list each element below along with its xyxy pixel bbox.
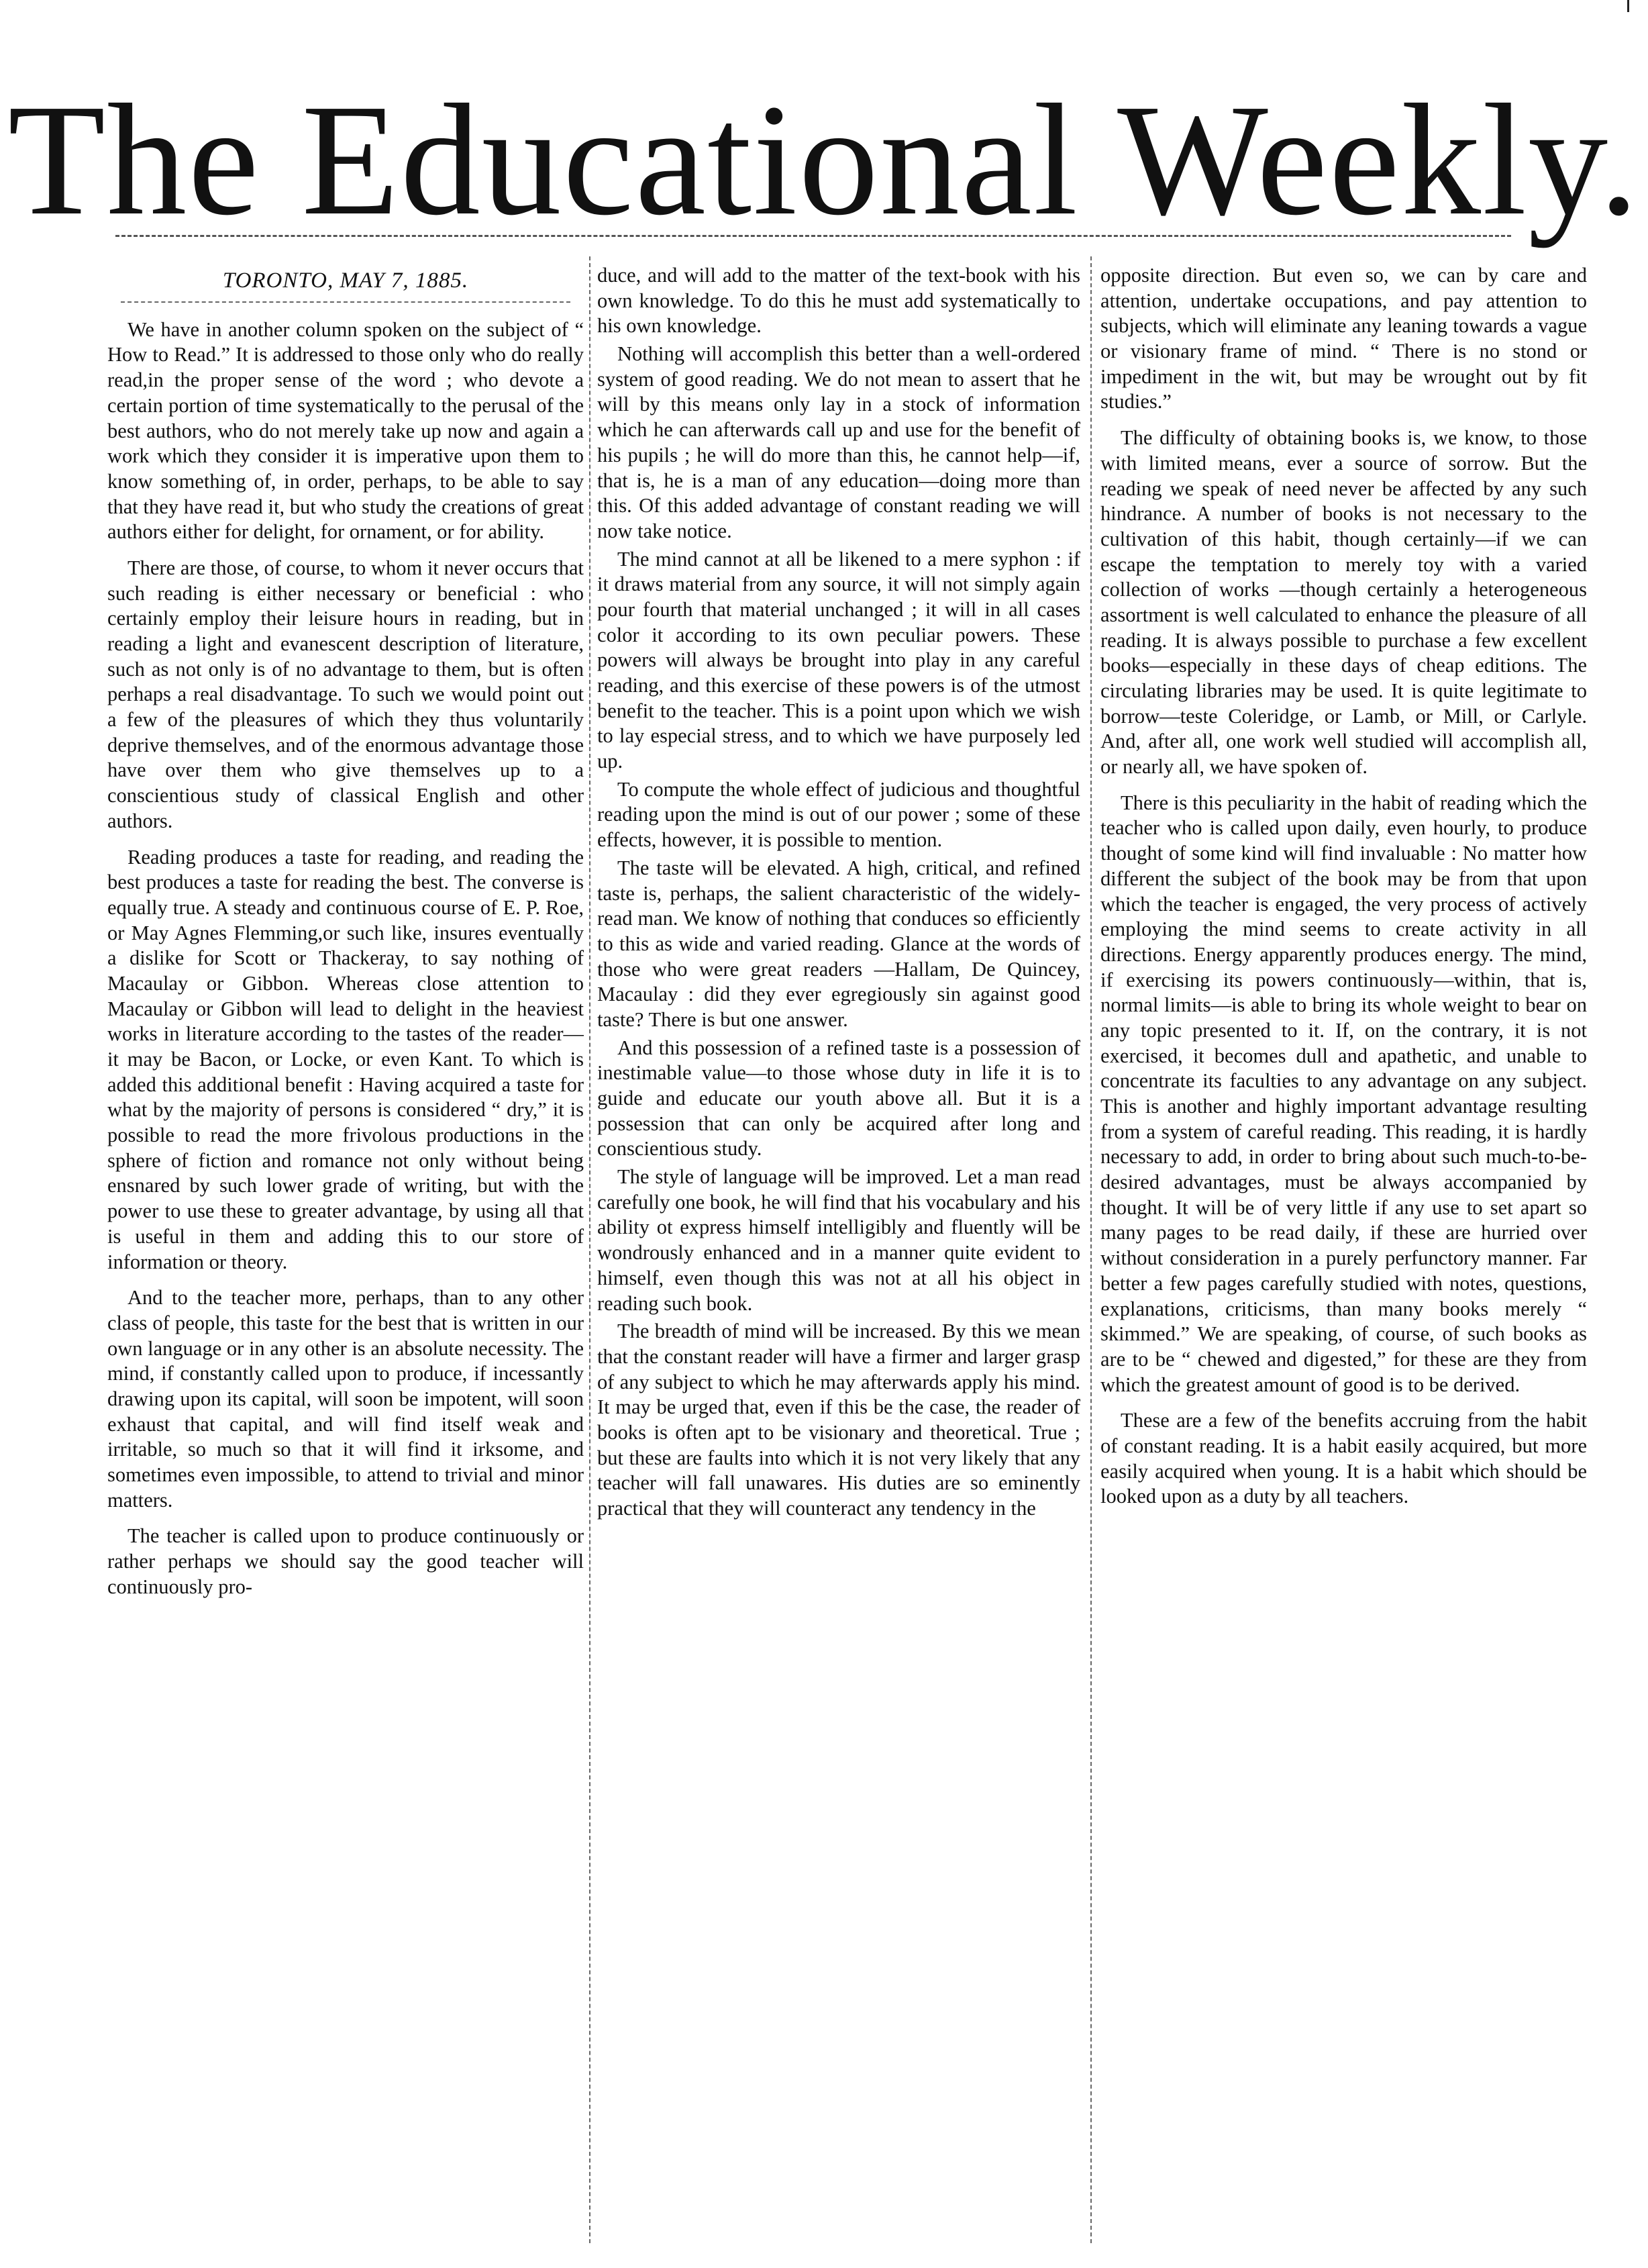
paragraph: opposite direction. But even so, we can by care and attention, undertake occupations, and pay attention to subjects, which will eliminate any leaning towards a vague or visionary frame of mind. “ There is no stond or impediment in the wit, but may be wrought out by fit studies.”: [1100, 264, 1587, 413]
paragraph: There is this peculiarity in the habit of reading which the teacher who is called upon daily, even hourly, to produce thought of some kind will find invaluable : No matter how different the subject of the book may be from that upon which the teacher is engaged, the very process of actively employing the mind seems to create activity in all directions. Energy apparently produces energy. The mind, if exercising its powers continuously—within, that is, normal limits—is able to bring its whole weight to bear on any topic presented to it. If, on the contrary, it is not exercised, it becomes dull and apathetic, and unable to concentrate its faculties to any advantage on any subject. This is another and highly important advantage resulting from a system of careful reading. This reading, it is hardly necessary to add, in order to bring about such much-to-be-desired advantages, must be always accompanied by thought. It will be of very little if any use to set apart so many pages to be read daily, if these are hurried over without consideration in a purely perfunctory manner. Far better a few pages carefully studied with notes, questions, explanations, criticisms, than many books merely “ skimmed.” We are speaking, of course, of such books as are to be “ chewed and digested,” for these are they from which the greatest amount of good is to be derived.: [1100, 791, 1587, 1396]
column-3: [1100, 263, 1587, 2230]
page-edge-mark: [1627, 0, 1629, 12]
paragraph: There are those, of course, to whom it never occurs that such reading is either necessary or beneficial : who certainly employ their leisure hours in reading, but in reading a light and evanescent description of literature, such as not only is of no advantage to them, but is often perhaps a real disadvantage. To such we would point out a few of the pleasures of which they thus voluntarily deprive themselves, and of the enormous advantage those have over them who give themselves up to a conscientious study of classical English and other authors.: [107, 556, 584, 832]
paragraph: duce, and will add to the matter of the text-book with his own knowledge. To do this he must add systematically to his own knowledge.: [597, 264, 1080, 338]
column-1: [107, 263, 584, 2230]
paragraph: The breadth of mind will be increased. By this we mean that the constant reader will have a firmer and larger grasp of any subject to which he may afterwards apply his mind. It may be urged that, even if this be the case, the reader of books is often apt to be visionary and theoretical. True ; but these are faults into which it is not very likely that any teacher will fall unawares. His duties are so eminently practical that they will counteract any tendency in the: [597, 1320, 1080, 1520]
paragraph: And to the teacher more, perhaps, than to any other class of people, this taste for the best that is written in our own language or in any other is an absolute necessity. The mind, if constantly called upon to produce, if incessantly drawing upon its capital, will soon be impotent, will soon exhaust that capital, and will find itself weak and irritable, so much so that it will find it irksome, and sometimes even impossible, to attend to trivial and minor matters.: [107, 1286, 584, 1512]
paragraph: Nothing will accomplish this better than a well-ordered system of good reading. We do not mean to assert that he will by this means only lay in a stock of information which he can afterwards call up and use for the benefit of his pupils ; he will do more than this, he cannot help—if, that is, he is a man of any education—doing more than this. Of this added advantage of constant reading we will now take notice.: [597, 342, 1080, 542]
paragraph: Reading produces a taste for reading, and reading the best produces a taste for reading the best. The converse is equally true. A steady and continuous course of E. P. Roe, or May Agnes Flemming,or such like, insures eventually a dislike for Scott or Thackeray, to say nothing of Macaulay or Gibbon. Whereas close attention to Macaulay or Gibbon will lead to delight in the heaviest works in literature according to the tastes of the reader—it may be Bacon, or Locke, or even Kant. To which is added this additional benefit : Having acquired a taste for what by the majority of persons is considered “ dry,” it is possible to read the more frivolous productions in the sphere of fiction and romance not only without being ensnared by such lower grade of writing, but with the power to use these to greater advantage, by using all that is useful in them and adding this to our store of information or theory.: [107, 845, 584, 1273]
paragraph: And this possession of a refined taste is a possession of inestimable value—to those whose duty in life it is to guide and educate our youth above all. But it is a possession that can only be acquired after long and conscientious study.: [597, 1036, 1080, 1161]
masthead-title: The Educational Weekly.: [7, 72, 1641, 248]
dateline: TORONTO, MAY 7, 1885.: [222, 268, 469, 293]
paragraph: The difficulty of obtaining books is, we know, to those with limited means, ever a source of sorrow. But the reading we speak of need never be affected by any such hindrance. A number of books is not necessary to the cultivation of this habit, though certainly—if we can escape the temptation to merely toy with a varied collection of works —though certainly a heterogeneous assortment is well calculated to enhance the pleasure of all reading. It is always possible to purchase a few excellent books—especially in these days of cheap editions. The circulating libraries may be used. It is quite legitimate to borrow—teste Coleridge, or Lamb, or Mill, or Carlyle. And, after all, one work well studied will accomplish all, or nearly all, we have spoken of.: [1100, 426, 1587, 779]
paragraph: The mind cannot at all be likened to a mere syphon : if it draws material from any source, it will not simply again pour fourth that material unchanged ; it will in all cases color it according to its own peculiar powers. These powers will always be brought into play in any careful reading, and this exercise of these powers is of the utmost benefit to the teacher. This is a point upon which we wish to lay especial stress, and to which we have purposely led up.: [597, 547, 1080, 773]
paragraph: To compute the whole effect of judicious and thoughtful reading upon the mind is out of our power ; some of these effects, however, it is possible to mention.: [597, 777, 1080, 852]
masthead-rule: [115, 235, 1511, 237]
dateline-rule: [121, 301, 570, 303]
paragraph: These are a few of the benefits accruing from the habit of constant reading. It is a habit easily acquired, but more easily acquired when young. It is a habit which should be looked upon as a duty by all teachers.: [1100, 1409, 1587, 1508]
paragraph: We have in another column spoken on the subject of “ How to Read.” It is addressed to those only who do really read,in the proper sense of the word ; who devote a certain portion of time systematically to the perusal of the best authors, who do not merely take up now and again a work which they consider it is imperative upon them to know something of, in order, perhaps, to be able to say that they have read it, but who study the creations of great authors either for delight, for ornament, or for ability.: [107, 317, 584, 544]
column-2: [597, 263, 1080, 2230]
paragraph: The taste will be elevated. A high, critical, and refined taste is, perhaps, the salient characteristic of the widely-read man. We know of nothing that conduces so efficiently to this as wide and varied reading. Glance at the words of those who were great readers —Hallam, De Quincey, Macaulay : did they ever egregiously sin against good taste? There is but one answer.: [597, 856, 1080, 1031]
column-rule-1: [589, 256, 590, 2243]
paragraph: The teacher is called upon to produce continuously or rather perhaps we should say the good teacher will continuously pro-: [107, 1524, 584, 1598]
column-rule-2: [1090, 256, 1092, 2243]
paragraph: The style of language will be improved. Let a man read carefully one book, he will find that his vocabulary and his ability ot express himself intelligibly and fluently will be wondrously enhanced and in a manner quite evident to himself, even though this was not at all his object in reading such book.: [597, 1165, 1080, 1315]
